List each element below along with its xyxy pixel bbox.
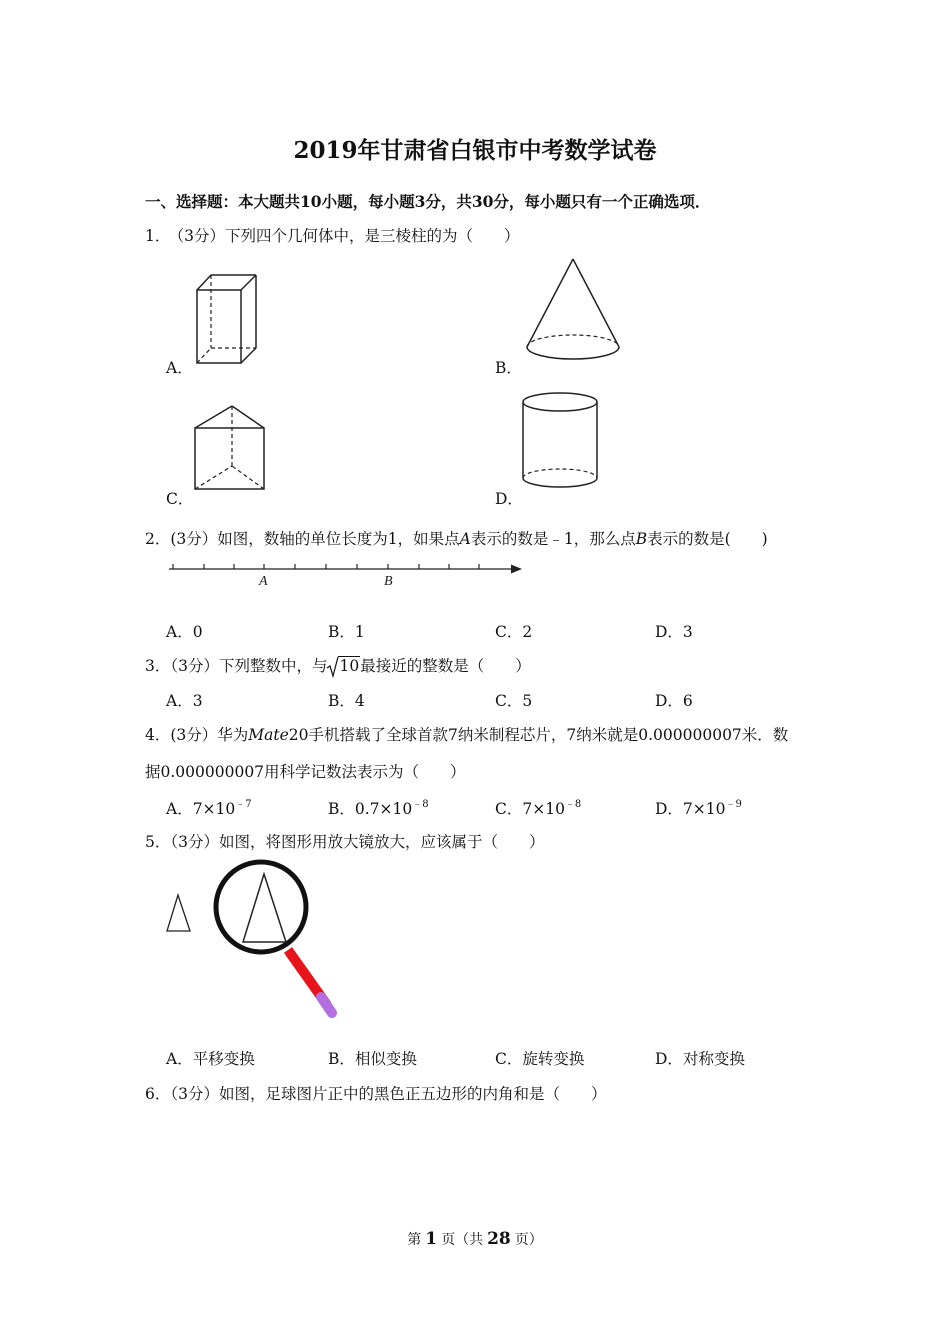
question-4-line-2: 据0.000000007用科学记数法表示为（ ）	[145, 763, 466, 781]
question-4-option-b: B．$0.7\times 10^{﹣8}$	[328, 799, 429, 818]
question-4-option-a: A．$7\times 10^{﹣7}$	[166, 799, 252, 818]
question-1-number: 1．	[145, 227, 171, 245]
figure-triangular-prism	[190, 402, 270, 494]
question-1-text: （3分）下列四个几何体中，是三棱柱的为（ ）	[176, 227, 520, 245]
question-4-text-suffix: 20手机搭载了全球首款7纳米制程芯片，7纳米就是0.000000007米．数	[288, 726, 789, 744]
question-4-line-1	[145, 723, 788, 745]
question-3-text-prefix: 3．（3分）下列整数中，与	[145, 657, 328, 675]
page-footer: 第 1 页（共 28 页）	[407, 1229, 543, 1249]
question-4-product-name: Mate	[248, 726, 289, 744]
question-3-option-a: A．3	[166, 692, 203, 710]
question-2	[145, 527, 768, 549]
square-root-radicand: 10	[339, 657, 360, 675]
question-5: 5．（3分）如图，将图形用放大镜放大，应该属于（ ）	[145, 833, 545, 851]
magnifier-figure	[160, 860, 350, 1025]
question-1-option-b: B．	[495, 359, 522, 377]
figure-rectangular-prism	[190, 270, 270, 370]
current-page-number: 1	[425, 1229, 438, 1249]
number-line-label-a: A	[259, 574, 268, 589]
question-2-option-a: A．0	[166, 623, 203, 641]
question-4-option-c: C．$7\times 10^{﹣8}$	[495, 799, 582, 818]
question-3	[145, 654, 531, 676]
question-5-option-c: C．旋转变换	[495, 1050, 585, 1068]
question-2-text-middle: 表示的数是﹣1，那么点	[470, 530, 636, 548]
number-line-label-b: B	[384, 574, 393, 589]
question-2-point-b: B	[635, 530, 648, 548]
question-2-option-b: B．1	[328, 623, 365, 641]
question-1	[145, 224, 520, 246]
question-4-option-d: D．$7\times 10^{﹣9}$	[655, 799, 742, 818]
magnifier-lens-icon	[216, 862, 306, 952]
question-3-option-b: B．4	[328, 692, 365, 710]
section-heading: 一、选择题：本大题共10小题，每小题3分，共30分，每小题只有一个正确选项．	[145, 192, 711, 211]
square-root-expression	[327, 657, 360, 675]
magnifier-tip	[321, 997, 332, 1013]
number-line-figure	[166, 560, 526, 590]
question-1-option-c: C．	[166, 490, 194, 508]
question-2-point-a: A	[459, 530, 471, 548]
question-3-option-d: D．6	[655, 692, 693, 710]
question-5-option-b: B．相似变换	[328, 1050, 417, 1068]
question-2-text-prefix: 2．(3分）如图，数轴的单位长度为1，如果点	[145, 530, 460, 548]
figure-cylinder	[520, 388, 602, 492]
question-5-option-a: A．平移变换	[166, 1050, 255, 1068]
question-3-option-c: C．5	[495, 692, 533, 710]
question-2-option-d: D．3	[655, 623, 693, 641]
question-2-text-suffix: 表示的数是( )	[647, 530, 768, 548]
question-4-text-prefix: 4．(3分）华为	[145, 726, 249, 744]
small-triangle	[167, 895, 190, 931]
question-6: 6．（3分）如图，足球图片正中的黑色正五边形的内角和是（ ）	[145, 1085, 607, 1103]
page-title: 2019年甘肃省白银市中考数学试卷	[293, 137, 657, 164]
question-3-text-suffix: 最接近的整数是（ ）	[360, 657, 531, 675]
question-5-option-d: D．对称变换	[655, 1050, 745, 1068]
question-2-option-c: C．2	[495, 623, 533, 641]
figure-cone	[522, 255, 627, 365]
question-1-option-d: D．	[495, 490, 523, 508]
total-page-count: 28	[487, 1229, 511, 1249]
question-1-option-a: A．	[166, 359, 193, 377]
